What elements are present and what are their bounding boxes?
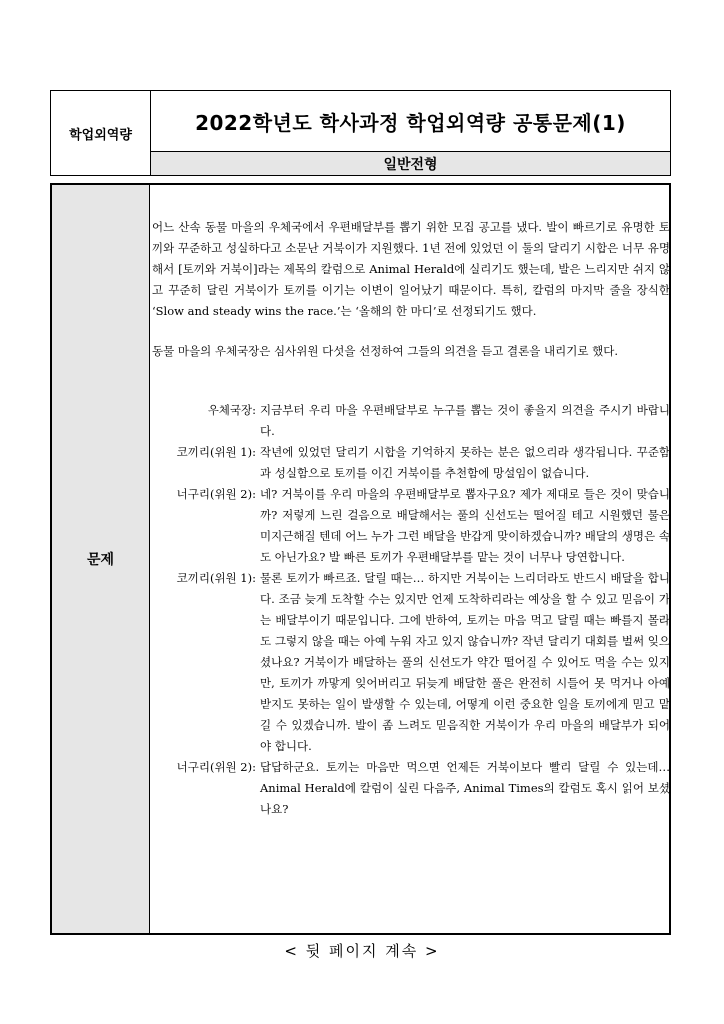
speech: 네? 거북이를 우리 마을의 우편배달부로 뽑자구요? 제가 제대로 들은 것이 맞습니까? 저렇게 느린 걸음으로 배달해서는 풀의 신선도는 떨어질 테고 시원했던 물은 미지근해질 텐데 어느 누가 그런 배달을 반갑게 맞이하겠습니까? 배달의 생명은 속도 아닌가요? 발 빠른 토끼가 우편배달부를 맡는 것이 너무나 당연합니다.	[260, 487, 670, 564]
category-label: 학업외역량	[51, 91, 151, 175]
speaker: 우체국장:	[207, 403, 256, 417]
speaker: 너구리(위원 2):	[176, 487, 256, 501]
speech: 답답하군요. 토끼는 마음만 먹으면 언제든 거북이보다 빨리 달릴 수 있는데… Animal Herald에 칼럼이 실린 다음주, Animal Times의 칼럼도 혹시 읽어 보셨나요?	[260, 760, 670, 816]
dialogue-line	[152, 484, 670, 568]
intro-paragraph-1: 어느 산속 동물 마을의 우체국에서 우편배달부를 뽑기 위한 모집 공고를 냈다. 발이 빠르기로 유명한 토끼와 꾸준하고 성실하다고 소문난 거북이가 지원했다. 1년 전에 있었던 이 둘의 달리기 시합은 너무 유명해서 [토끼와 거북이]라는 제목의 칼럼으로 Animal Herald에 실리기도 했는데, 발은 느리지만 쉬지 않고 꾸준히 달린 거북이가 토끼를 이기는 이변이 일어났기 때문이다. 특히, 칼럼의 마지막 줄을 장식한 ‘Slow and steady wins the race.’는 ‘올해의 한 마디’로 선정되기도 했다.	[152, 220, 670, 318]
dialogue-line	[152, 400, 670, 442]
exam-header	[50, 90, 671, 176]
speaker: 코끼리(위원 1):	[176, 571, 256, 585]
continue-notice: < 뒷 페이지 계속 >	[284, 942, 440, 960]
dialogue-line	[152, 757, 670, 820]
admission-type: 일반전형	[151, 151, 670, 175]
dialogue-line	[152, 568, 670, 757]
speech: 작년에 있었던 달리기 시합을 기억하지 못하는 분은 없으리라 생각됩니다. 꾸준함과 성실함으로 토끼를 이긴 거북이를 추천함에 망설임이 없습니다.	[260, 445, 670, 480]
speaker: 코끼리(위원 1):	[176, 445, 256, 459]
exam-title: 2022학년도 학사과정 학업외역량 공통문제(1)	[195, 110, 626, 135]
speech: 지금부터 우리 마을 우편배달부로 누구를 뽑는 것이 좋을지 의견을 주시기 바랍니다.	[260, 403, 670, 438]
speaker: 너구리(위원 2):	[176, 760, 256, 774]
problem-content	[152, 217, 670, 820]
intro-paragraph-2: 동물 마을의 우체국장은 심사위원 다섯을 선정하여 그들의 의견을 듣고 결론을 내리기로 했다.	[152, 344, 619, 358]
speech: 물론 토끼가 빠르죠. 달릴 때는… 하지만 거북이는 느리더라도 반드시 배달을 합니다. 조금 늦게 도착할 수는 있지만 언제 도착하리라는 예상을 할 수 있고 믿음이 가는 배달부이기 때문입니다. 그에 반하여, 토끼는 마음 먹고 달릴 때는 빠를지 몰라도 그렇지 않을 때는 아예 누워 자고 있지 않습니까? 작년 달리기 대회를 벌써 잊으셨나요? 거북이가 배달하는 풀의 신선도가 약간 떨어질 수 있어도 먹을 수는 있지만, 토끼가 까맣게 잊어버리고 뒤늦게 배달한 풀은 완전히 시들어 못 먹거나 아예 받지도 못하는 일이 발생할 수 있는데, 어떻게 이런 중요한 일을 토끼에게 믿고 맡길 수 있겠습니까. 발이 좀 느려도 믿음직한 거북이가 우리 마을의 배달부가 되어야 합니다.	[260, 571, 670, 753]
problem-label: 문제	[52, 185, 150, 933]
dialogue-line	[152, 442, 670, 484]
problem-box	[50, 183, 671, 935]
